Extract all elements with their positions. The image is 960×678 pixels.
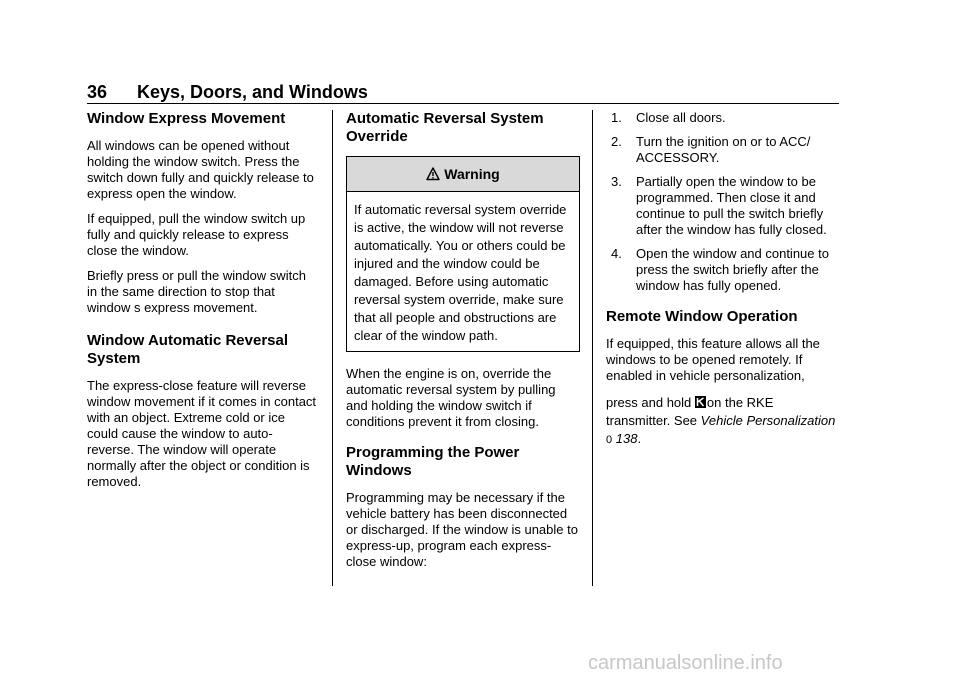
heading-programming-power-windows: Programming the Power Windows xyxy=(346,444,520,479)
paragraph: The express-close feature will reverse window movement if it comes in contact with an object. Extreme cold or ice could cause the window to auto-reverse. The window will operate normally after the object or condition is removed. xyxy=(87,378,317,489)
list-item: 2. Turn the ignition on or to ACC/ ACCESSORY. xyxy=(611,134,811,165)
heading-remote-window-operation: Remote Window Operation xyxy=(606,308,798,325)
paragraph: Programming may be necessary if the vehicle battery has been disconnected or discharged. If the window is unable to express-up, program each express-close window: xyxy=(346,490,578,569)
warning-header xyxy=(347,157,579,192)
page-number: 36 xyxy=(87,82,108,102)
header-rule xyxy=(87,103,839,104)
warning-title: Warning xyxy=(444,166,500,182)
page-header xyxy=(87,82,368,103)
heading-window-express-movement: Window Express Movement xyxy=(87,110,286,127)
paragraph: All windows can be opened without holding the window switch. Press the switch down fully and quickly release to express open the window. xyxy=(87,138,314,201)
warning-triangle-icon xyxy=(426,167,440,181)
reference-title: Vehicle Personalization xyxy=(700,413,836,428)
warning-box xyxy=(346,156,580,352)
paragraph: Briefly press or pull the window switch in the same direction to stop that window s express movement. xyxy=(87,268,306,315)
section-title: Keys, Doors, and Windows xyxy=(137,82,368,102)
steps-list xyxy=(606,110,842,294)
column-divider xyxy=(592,110,593,586)
paragraph: When the engine is on, override the automatic reversal system by pulling and holding the window switch if conditions prevent it from closing. xyxy=(346,366,556,429)
paragraph: If equipped, pull the window switch up fully and quickly release to express close the window. xyxy=(87,211,306,258)
heading-window-automatic-reversal: Window Automatic Reversal System xyxy=(87,332,289,367)
reference-page: 138 xyxy=(615,431,638,446)
list-item: 1. Close all doors. xyxy=(611,110,726,125)
paragraph-rke: press and hold on the RKE transmitter. See Vehicle Personalization 0 138. xyxy=(606,395,836,446)
watermark: carmanualsonline.info xyxy=(588,652,783,674)
warning-text: If automatic reversal system override is active, the window will not reverse automatically. You or others could be injured and the window could be damaged. Before using automatic reversal system override, make sure that all people and obstructions are clear of the window path. xyxy=(354,202,567,343)
column-divider xyxy=(332,110,333,586)
key-fob-unlock-icon xyxy=(695,396,706,408)
list-item: 3. Partially open the window to be programmed. Then close it and continue to pull the switch briefly after the window has fully closed. xyxy=(611,174,827,237)
page-ref-arrow: 0 xyxy=(606,434,613,446)
paragraph: If equipped, this feature allows all the windows to be opened remotely. If enabled in vehicle personalization, xyxy=(606,336,820,383)
heading-reversal-override: Automatic Reversal System Override xyxy=(346,110,544,145)
column-3 xyxy=(606,110,842,458)
column-2 xyxy=(346,110,580,579)
list-item: 4. Open the window and continue to press the switch briefly after the window has fully opened. xyxy=(611,246,829,293)
column-1 xyxy=(87,110,319,499)
